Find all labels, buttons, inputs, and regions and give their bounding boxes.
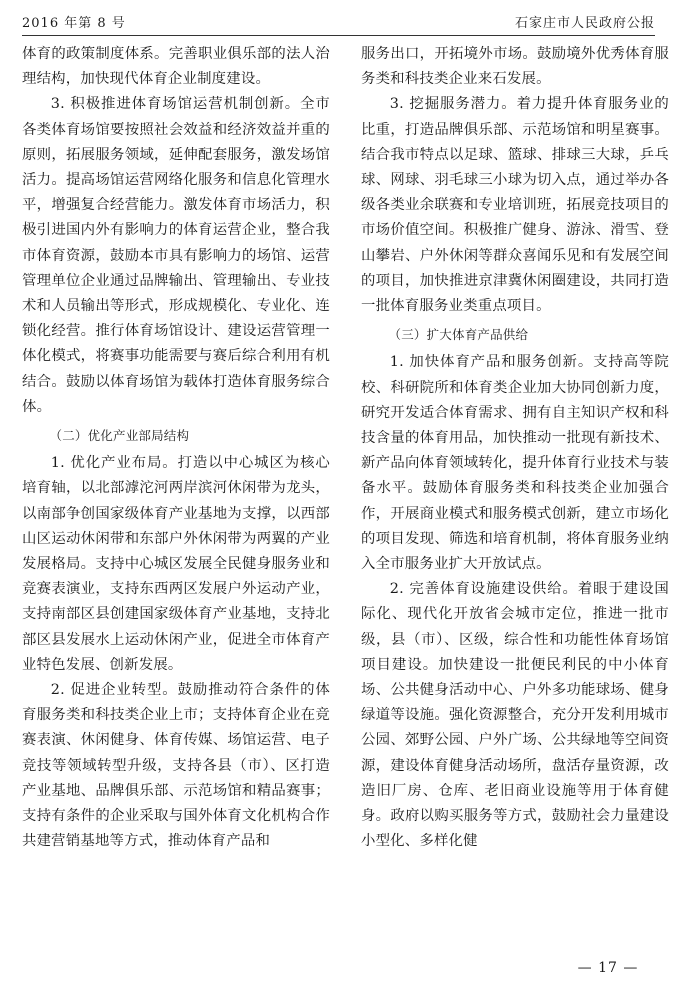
paragraph-continuation-right: 服务出口，开拓境外市场。鼓励境外优秀体育服务类和科技类企业来石发展。 <box>361 46 669 88</box>
paragraph-facility-supply: 2. 完善体育设施建设供给。着眼于建设国际化、现代化开放省会城市定位，推进一批市级，县（市）、区级，综合性和功能性体育场馆项目建设。加快建设一批便民利民的中小体育场、公共健身活动中心、户外多功能球场、健身绿道等设施。强化资源整合，充分开发利用城市公园、郊野公园、户外广场、公共绿地等空间资源，建设体育健身活动场所，盘活存量资源，改造旧厂房、仓库、老旧商业设施等用于体育健身。政府以购买服务等方式，鼓励社会力量建设小型化、多样化健 <box>361 581 669 850</box>
section-heading-product-supply: （三）扩大体育产品供给 <box>388 327 529 343</box>
paragraph-continuation: 体育的政策制度体系。完善职业俱乐部的法人治理结构，加快现代体育企业制度建设。 <box>22 46 330 88</box>
running-header <box>22 10 655 32</box>
paragraph-service-potential: 3. 挖掘服务潜力。着力提升体育服务业的比重，打造品牌俱乐部、示范场馆和明星赛事。结合我市特点以足球、篮球、排球三大球，乒乓球、网球、羽毛球三小球为切入点，通过举办各级各类业余联赛和专业培训班，拓展竞技项目的市场价值空间。积极推广健身、游泳、滑雪、登山攀岩、户外休闲等群众喜闻乐见和有发展空间的项目，加快推进京津冀休闲圈建设，共同打造一批体育服务业类重点项目。 <box>361 96 669 315</box>
header-divider <box>22 35 655 36</box>
paragraph-product-innovation: 1. 加快体育产品和服务创新。支持高等院校、科研院所和体育类企业加大协同创新力度，研究开发适合体育需求、拥有自主知识产权和科技含量的体育用品，加快推动一批现有新技术、新产品向体育领域转化，提升体育行业技术与装备水平。鼓励体育服务类和科技类企业加强合作，开展商业模式和服务模式创新，建立市场化的项目发现、筛选和培育机制，将体育服务业纳入全市服务业扩大开放试点。 <box>361 354 669 573</box>
publication-title: 石家庄市人民政府公报 <box>514 15 655 31</box>
section-heading-industry-structure: （二）优化产业部局结构 <box>49 428 190 444</box>
paragraph-venue-operation: 3. 积极推进体育场馆运营机制创新。全市各类体育场馆要按照社会效益和经济效益并重的原则，拓展服务领域，延伸配套服务，激发场馆活力。提高场馆运营网络化服务和信息化管理水平，增强复合经营能力。激发体育市场活力，积极引进国内外有影响力的体育运营企业，整合我市体育资源，鼓励本市具有影响力的场馆、运营管理单位企业通过品牌输出、管理输出、专业技术和人员输出等形式，形成规模化、专业化、连锁化经营。推行体育场馆设计、建设运营管理一体化模式，将赛事功能需要与赛后综合利用有机结合。鼓励以体育场馆为载体打造体育服务综合体。 <box>22 96 330 415</box>
right-column <box>361 42 669 855</box>
page-number: — 17 — <box>577 960 639 976</box>
paragraph-enterprise-transformation: 2. 促进企业转型。鼓励推动符合条件的体育服务类和科技类企业上市；支持体育企业在竞赛表演、休闲健身、体育传媒、场馆运营、电子竞技等领域转型升级，支持各县（市）、区打造产业基地、品牌俱乐部、示范场馆和精品赛事；支持有条件的企业采取与国外体育文化机构合作共建营销基地等方式，推动体育产品和 <box>22 682 330 850</box>
issue-label: 2016 年第 8 号 <box>22 15 126 31</box>
paragraph-industry-layout: 1. 优化产业布局。打造以中心城区为核心培育轴，以北部滹沱河两岸滨河休闲带为龙头，以南部争创国家级体育产业基地为支撑，以西部山区运动休闲带和东部户外休闲带为两翼的产业发展格局。支持中心城区发展全民健身服务业和竞赛表演业，支持东西两区发展户外运动产业，支持南部区县创建国家级体育产业基地，支持北部区县发展水上运动休闲产业，促进全市体育产业特色发展、创新发展。 <box>22 455 330 673</box>
left-column <box>22 42 330 855</box>
